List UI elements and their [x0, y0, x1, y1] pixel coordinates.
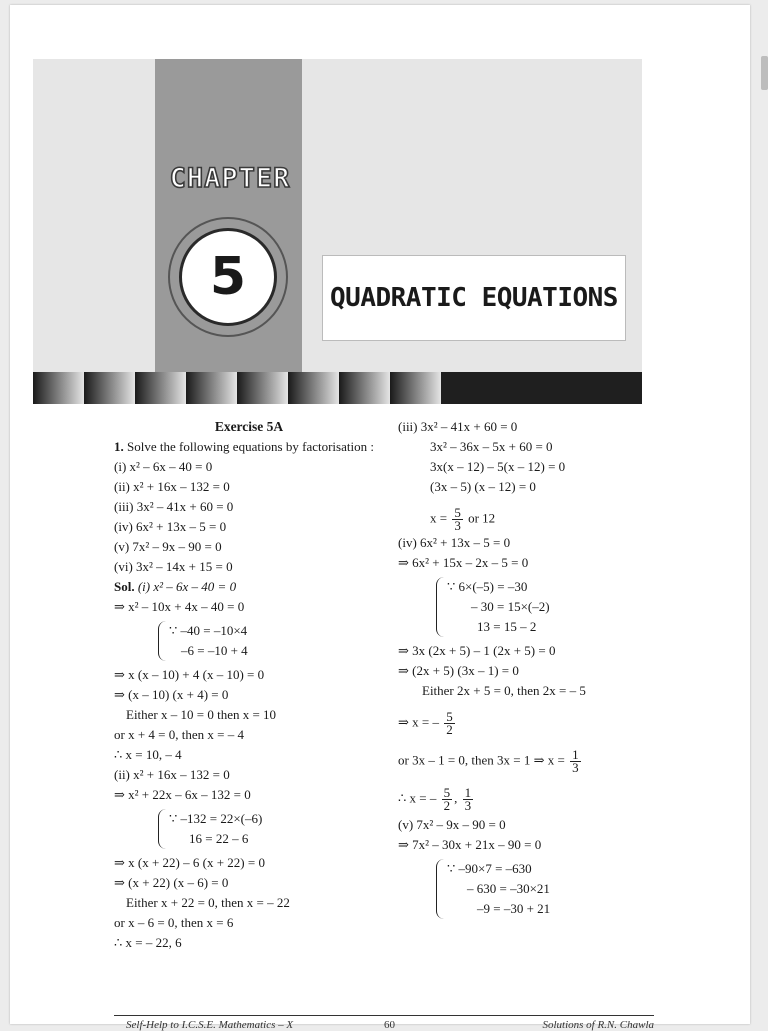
solution-line: Sol. (i) x² – 6x – 40 = 0	[114, 579, 237, 594]
solution-line: (iv) 6x² + 13x – 5 = 0	[398, 535, 511, 550]
solution-line: ⇒ 6x² + 15x – 2x – 5 = 0	[398, 555, 529, 570]
solution-line: ⇒ x (x – 10) + 4 (x – 10) = 0	[114, 667, 265, 682]
chapter-number: 5	[209, 247, 247, 307]
page-number: 60	[384, 1019, 395, 1031]
solution-line: Either x + 22 = 0, then x = – 22	[126, 895, 290, 910]
question-item: (vi) 3x² – 14x + 15 = 0	[114, 559, 233, 574]
fraction: $\frac{1}{3}$	[572, 747, 579, 775]
solution-line: ∴ x = – 22, 6	[114, 935, 182, 950]
brace-note: ∵ –90×7 = –630 – 630 = –30×21 –9 = –30 + 21	[436, 859, 698, 919]
solution-line: (v) 7x² – 9x – 90 = 0	[398, 817, 506, 832]
solution-line: Either x – 10 = 0 then x = 10	[126, 707, 277, 722]
solution-line: ⇒ (x + 22) (x – 6) = 0	[114, 875, 229, 890]
footer-solutions-title: Solutions of R.N. Chawla	[542, 1019, 654, 1031]
solution-line: ⇒ x (x + 22) – 6 (x + 22) = 0	[114, 855, 265, 870]
solution-line: (ii) x² + 16x – 132 = 0	[114, 767, 230, 782]
fraction: $\frac{5}{3}$	[454, 505, 461, 533]
solution-line: ⇒ x² + 22x – 6x – 132 = 0	[114, 787, 251, 802]
fraction: $\frac{5}{2}$	[446, 709, 453, 737]
solution-line: ∴ x = 10, – 4	[114, 747, 182, 762]
solution-line: ⇒ (x – 10) (x + 4) = 0	[114, 687, 229, 702]
solution-line: 3x² – 36x – 5x + 60 = 0	[430, 439, 553, 454]
solution-line: Either 2x + 5 = 0, then 2x = – 5	[422, 683, 586, 698]
answer-line: x = $\frac{5}{3}$ or 12	[430, 505, 496, 533]
chapter-label: CHAPTER	[169, 163, 291, 194]
solution-line: (3x – 5) (x – 12) = 0	[430, 479, 536, 494]
fraction: $\frac{5}{2}$	[443, 785, 451, 813]
exercise-heading: Exercise 5A	[214, 419, 284, 434]
question-item: (iii) 3x² – 41x + 60 = 0	[114, 499, 234, 514]
question-item: (v) 7x² – 9x – 90 = 0	[114, 539, 222, 554]
question-1: 1. Solve the following equations by factorisation :	[114, 439, 374, 454]
answer-line: ⇒ x = – $\frac{5}{2}$	[398, 709, 453, 737]
footer-book-title: Self-Help to I.C.S.E. Mathematics – X	[126, 1019, 294, 1031]
fraction: $\frac{1}{3}$	[464, 785, 472, 813]
question-item: (ii) x² + 16x – 132 = 0	[114, 479, 230, 494]
question-item: (i) x² – 6x – 40 = 0	[114, 459, 213, 474]
left-column	[114, 417, 384, 953]
solution-line: or x – 6 = 0, then x = 6	[114, 915, 234, 930]
page-footer	[114, 1015, 654, 1031]
solution-line: (iii) 3x² – 41x + 60 = 0	[398, 419, 518, 434]
vertical-scrollbar[interactable]	[756, 0, 768, 1024]
chapter-title: QUADRATIC EQUATIONS	[330, 283, 618, 313]
right-column	[398, 417, 698, 923]
scrollbar-thumb[interactable]	[761, 56, 768, 90]
solution-line: ⇒ (2x + 5) (3x – 1) = 0	[398, 663, 519, 678]
document-page	[10, 5, 750, 1031]
chapter-number-badge	[168, 217, 288, 337]
answer-line: or 3x – 1 = 0, then 3x = 1 ⇒ x = $\frac{1}{3}$	[398, 747, 579, 775]
question-item: (iv) 6x² + 13x – 5 = 0	[114, 519, 227, 534]
answer-line: ∴ x = – $\frac{5}{2}$ , $\frac{1}{3}$	[398, 785, 472, 813]
solution-line: ⇒ 3x (2x + 5) – 1 (2x + 5) = 0	[398, 643, 556, 658]
chapter-title-box	[322, 255, 626, 341]
solution-line: ⇒ x² – 10x + 4x – 40 = 0	[114, 599, 245, 614]
brace-note: ∵ 6×(–5) = –30 – 30 = 15×(–2) 13 = 15 – 2	[436, 577, 698, 637]
brace-note: ∵ –132 = 22×(–6) 16 = 22 – 6	[158, 809, 384, 849]
brace-note: ∵ –40 = –10×4 –6 = –10 + 4	[158, 621, 384, 661]
solution-line: or x + 4 = 0, then x = – 4	[114, 727, 244, 742]
solution-line: 3x(x – 12) – 5(x – 12) = 0	[430, 459, 566, 474]
decorative-stripe	[33, 372, 642, 404]
chapter-banner	[33, 59, 642, 372]
solution-line: ⇒ 7x² – 30x + 21x – 90 = 0	[398, 837, 542, 852]
